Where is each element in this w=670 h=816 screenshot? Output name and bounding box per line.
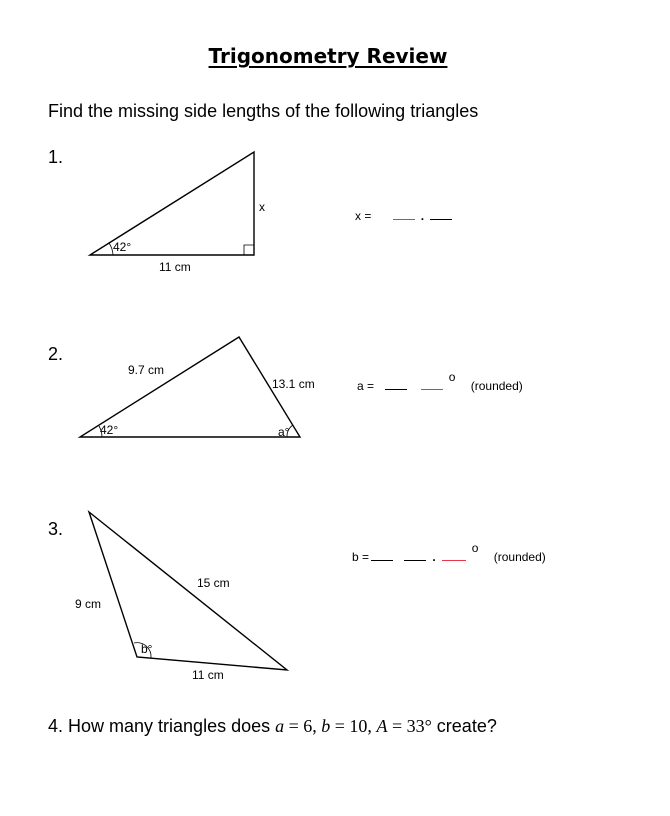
right-angle-marker — [244, 245, 254, 255]
rounded-note: (rounded) — [493, 550, 546, 564]
problem-2-answer — [357, 370, 523, 393]
problem-1-number: 1. — [48, 147, 64, 167]
problem-3-long-side-label: 15 cm — [197, 576, 230, 590]
degree-symbol: o — [448, 370, 456, 384]
problem-3-left-side-label: 9 cm — [75, 597, 102, 611]
value-b: = 10, — [330, 716, 377, 736]
variable-a: a — [275, 716, 285, 736]
answer-blank-ones[interactable] — [393, 207, 415, 220]
problem-1-angle-label: 42° — [113, 240, 132, 254]
value-a: = 6, — [284, 716, 322, 736]
problem-3-number: 3. — [48, 519, 64, 539]
problem-2-number: 2. — [48, 344, 64, 364]
problem-2-right-angle-label: a° — [278, 425, 290, 439]
answer-label: a = — [357, 379, 375, 393]
problem-2-left-angle-label: 42° — [100, 423, 119, 437]
answer-label: x = — [355, 209, 372, 223]
answer-blank-tenths[interactable] — [430, 207, 452, 220]
problem-3-bottom-side-label: 11 cm — [192, 668, 224, 682]
answer-blank-tens[interactable] — [385, 377, 407, 390]
decimal-point: . — [432, 550, 436, 564]
rounded-note: (rounded) — [470, 379, 523, 393]
answer-label: b = — [352, 550, 370, 564]
answer-blank-ones[interactable] — [404, 548, 426, 561]
triangle-3 — [89, 512, 287, 670]
answer-blank-tens[interactable] — [371, 548, 393, 561]
variable-b: b — [321, 716, 331, 736]
problem-3-answer — [352, 541, 546, 564]
question-4 — [48, 716, 497, 737]
problem-3-angle-label: b° — [141, 642, 153, 656]
degree-symbol: o — [471, 541, 479, 555]
variable-A: A — [376, 716, 388, 736]
problem-2-left-side-label: 9.7 cm — [128, 363, 165, 377]
instructions: Find the missing side lengths of the following triangles — [48, 101, 479, 121]
page-title: Trigonometry Review — [208, 44, 448, 68]
answer-blank-tenths[interactable] — [442, 548, 466, 561]
value-A: = 33° — [387, 716, 432, 736]
problem-1-right-side-label: x — [259, 200, 265, 214]
question-4-prefix: 4. How many triangles does — [48, 716, 271, 736]
decimal-point: . — [420, 209, 425, 223]
answer-blank-ones[interactable] — [421, 377, 443, 390]
problem-1-bottom-side-label: 11 cm — [159, 260, 191, 274]
problem-1-answer — [355, 207, 454, 223]
question-4-suffix: create? — [431, 716, 497, 736]
triangle-2 — [80, 337, 300, 437]
problem-2-right-side-label: 13.1 cm — [272, 377, 315, 391]
